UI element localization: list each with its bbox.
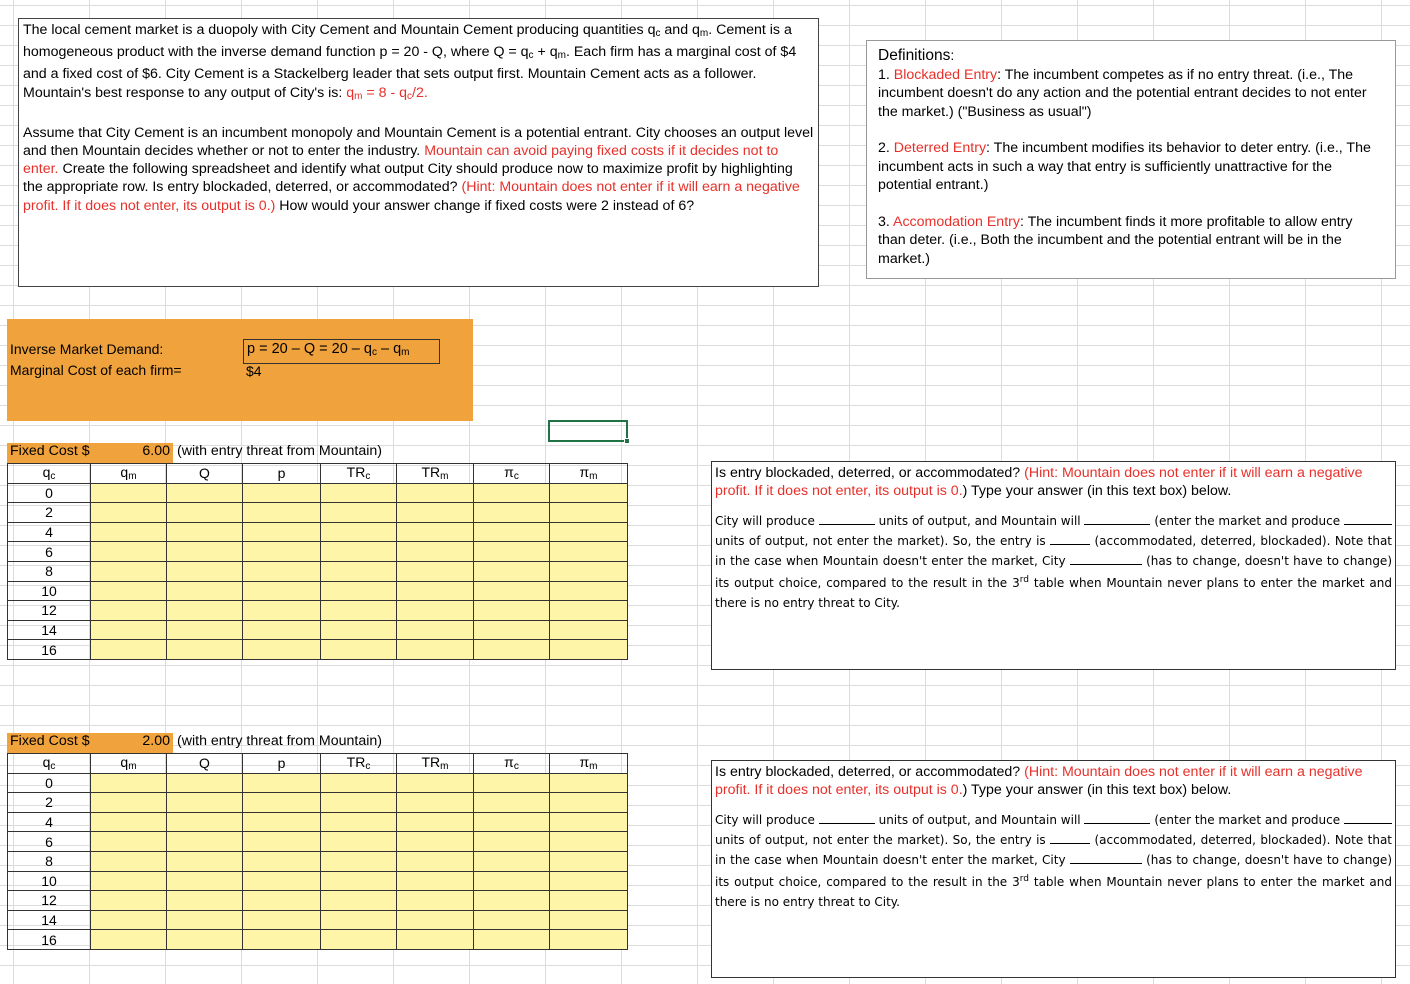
input-cell[interactable]	[91, 561, 167, 581]
qc-cell[interactable]: 0	[8, 773, 91, 793]
input-cell[interactable]	[474, 581, 550, 601]
input-cell[interactable]	[91, 620, 167, 640]
input-cell[interactable]	[167, 620, 243, 640]
column-header[interactable]: $q_c$	[8, 754, 91, 774]
input-cell[interactable]	[243, 483, 321, 503]
input-cell[interactable]	[397, 581, 474, 601]
input-cell[interactable]	[321, 542, 397, 562]
column-header[interactable]: p	[243, 754, 321, 774]
qc-cell[interactable]: 12	[8, 891, 91, 911]
qc-cell[interactable]: 10	[8, 871, 91, 891]
demand-label: Inverse Market Demand:	[10, 341, 164, 357]
input-cell[interactable]	[321, 601, 397, 621]
table-row	[8, 483, 628, 503]
input-cell[interactable]	[243, 601, 321, 621]
input-cell[interactable]	[321, 503, 397, 523]
table-row	[8, 522, 628, 542]
qc-cell[interactable]: 6	[8, 832, 91, 852]
input-cell[interactable]	[243, 891, 321, 911]
input-cell[interactable]	[321, 851, 397, 871]
input-cell[interactable]	[243, 773, 321, 793]
input-cell[interactable]	[167, 930, 243, 950]
table-row	[8, 601, 628, 621]
input-cell[interactable]	[321, 561, 397, 581]
input-cell[interactable]	[474, 930, 550, 950]
fixed-cost-note: (with entry threat from Mountain)	[177, 733, 383, 749]
input-cell[interactable]	[91, 812, 167, 832]
input-cell[interactable]	[167, 832, 243, 852]
input-cell[interactable]	[243, 581, 321, 601]
column-header[interactable]: $\pi_c$	[474, 754, 550, 774]
best-response-formula: $q_m = 8 - q_c/2$.	[346, 84, 428, 102]
input-cell[interactable]	[243, 832, 321, 852]
input-cell[interactable]	[397, 561, 474, 581]
input-cell[interactable]	[474, 503, 550, 523]
answer-question: Is entry blockaded, deterred, or accommodated? (Hint: Mountain does not enter if it will earn a negative profit. If it does not enter, its output is 0.) Type your answer (in this text box) below.	[715, 764, 1363, 799]
column-header[interactable]: Q	[167, 754, 243, 774]
input-cell[interactable]	[474, 812, 550, 832]
input-cell[interactable]	[474, 620, 550, 640]
qc-cell[interactable]: 12	[8, 601, 91, 621]
input-cell[interactable]	[321, 871, 397, 891]
qc-cell[interactable]: 16	[8, 930, 91, 950]
input-cell[interactable]	[474, 640, 550, 660]
input-cell[interactable]	[321, 620, 397, 640]
fixed-cost-value[interactable]: 2.00	[111, 733, 173, 753]
input-cell[interactable]	[243, 812, 321, 832]
input-cell[interactable]	[397, 851, 474, 871]
active-cell-selection[interactable]	[548, 420, 628, 442]
input-cell[interactable]	[474, 793, 550, 813]
input-cell[interactable]	[91, 851, 167, 871]
table-row	[8, 542, 628, 562]
definition-accommodation: 3. Accomodation Entry: The incumbent finds it more profitable to allow entry than deter. (i.e., Both the incumbent and the potential entrant will be in the market.)	[878, 213, 1353, 267]
table-row	[8, 851, 628, 871]
input-cell[interactable]	[550, 793, 628, 813]
input-cell[interactable]	[91, 871, 167, 891]
input-cell[interactable]	[550, 620, 628, 640]
input-cell[interactable]	[397, 542, 474, 562]
answer-question: Is entry blockaded, deterred, or accommodated? (Hint: Mountain does not enter if it will earn a negative profit. If it does not enter, its output is 0.) Type your answer (in this text box) below.	[715, 465, 1363, 500]
input-cell[interactable]	[91, 601, 167, 621]
problem-paragraph-2: Assume that City Cement is an incumbent monopoly and Mountain Cement is a potential entrant. City chooses an output level and then Mountain decides whether or not to enter the industry. Mountain can avoid paying fixed costs if it decides not to enter. Create the following spreadsheet and identify what output City should produce now to maximize profit by highlighting the appropriate row. Is entry blockaded, deterred, or accommodated? (Hint: Mountain does not enter if it will earn a negative profit. If it does not enter, its output is 0.) How would your answer change if fixed costs were 2 instead of 6?	[23, 124, 814, 214]
input-cell[interactable]	[397, 793, 474, 813]
input-cell[interactable]	[321, 773, 397, 793]
definitions-title: Definitions:	[878, 47, 955, 64]
fixed-cost-note: (with entry threat from Mountain)	[177, 443, 383, 459]
input-cell[interactable]	[91, 891, 167, 911]
definition-blockaded: 1. Blockaded Entry: The incumbent competes as if no entry threat. (i.e., The incumbent doesn't do any action and the potential entrant decides to not enter the market.) ("Business as usual")	[878, 66, 1367, 120]
input-cell[interactable]	[167, 812, 243, 832]
input-cell[interactable]	[243, 522, 321, 542]
input-cell[interactable]	[91, 793, 167, 813]
qc-cell[interactable]: 14	[8, 910, 91, 930]
input-cell[interactable]	[397, 483, 474, 503]
input-cell[interactable]	[243, 793, 321, 813]
qc-cell[interactable]: 8	[8, 851, 91, 871]
table-header-row	[8, 464, 628, 484]
input-cell[interactable]	[474, 851, 550, 871]
input-cell[interactable]	[167, 640, 243, 660]
table-row	[8, 793, 628, 813]
column-header[interactable]: $TR_m$	[397, 464, 474, 484]
qc-cell[interactable]: 6	[8, 542, 91, 562]
input-cell[interactable]	[550, 561, 628, 581]
input-cell[interactable]	[167, 871, 243, 891]
qc-cell[interactable]: 2	[8, 503, 91, 523]
input-cell[interactable]	[167, 581, 243, 601]
input-cell[interactable]	[550, 503, 628, 523]
qc-cell[interactable]: 14	[8, 620, 91, 640]
table-row	[8, 773, 628, 793]
input-cell[interactable]	[397, 522, 474, 542]
input-cell[interactable]	[167, 793, 243, 813]
qc-cell[interactable]: 4	[8, 522, 91, 542]
definition-deterred: 2. Deterred Entry: The incumbent modifies its behavior to deter entry. (i.e., The incumbent acts in such a way that entry is sufficiently unattractive for the potential entrant.)	[878, 140, 1371, 193]
qc-cell[interactable]: 10	[8, 581, 91, 601]
column-header[interactable]: $TR_m$	[397, 754, 474, 774]
input-cell[interactable]	[474, 483, 550, 503]
table-row	[8, 871, 628, 891]
column-header[interactable]: $\pi_m$	[550, 464, 628, 484]
input-cell[interactable]	[91, 503, 167, 523]
table-row	[8, 930, 628, 950]
column-header[interactable]: $\pi_m$	[550, 754, 628, 774]
input-cell[interactable]	[91, 542, 167, 562]
profit-table-fc2	[7, 753, 628, 950]
column-header[interactable]: $q_c$	[8, 464, 91, 484]
input-cell[interactable]	[91, 483, 167, 503]
answer-fill-in-text: City will produce units of output, and Mountain will (enter the market and produce units of output, not enter the market). So, the entry is (accommodated, deterred, blockaded). Note that in the case when Mountain doesn't enter the market, City (has to change, doesn't have to change) its output choice, compared to the result in the 3rd table when Mountain never plans to enter the market and there is no entry threat to City.	[715, 514, 1392, 610]
input-cell[interactable]	[243, 930, 321, 950]
column-header[interactable]: Q	[167, 464, 243, 484]
input-cell[interactable]	[397, 910, 474, 930]
input-cell[interactable]	[474, 773, 550, 793]
fixed-cost-row-2	[7, 733, 427, 753]
qc-cell[interactable]: 8	[8, 561, 91, 581]
input-cell[interactable]	[321, 483, 397, 503]
column-header[interactable]: p	[243, 464, 321, 484]
input-cell[interactable]	[91, 581, 167, 601]
input-cell[interactable]	[397, 832, 474, 852]
input-cell[interactable]	[550, 542, 628, 562]
qc-cell[interactable]: 4	[8, 812, 91, 832]
input-cell[interactable]	[91, 930, 167, 950]
marginal-cost-value[interactable]: $4	[246, 363, 262, 379]
input-cell[interactable]	[167, 910, 243, 930]
input-cell[interactable]	[474, 871, 550, 891]
problem-paragraph-1: The local cement market is a duopoly with City Cement and Mountain Cement producing quantities $q_c$ and $q_m$. Cement is a homogeneous product with the inverse demand function p = 20 - Q, where $Q = q_c + q_m$. Each firm has a marginal cost of $4 and a fixed cost of $6. City Cement is a Stackelberg leader that sets output first. Mountain Cement acts as a follower. Mountain's best response to any output of City's is: $q_m = 8 - q_c/2$.	[23, 22, 797, 102]
table-row	[8, 620, 628, 640]
input-cell[interactable]	[321, 832, 397, 852]
column-header[interactable]: $\pi_c$	[474, 464, 550, 484]
qc-cell[interactable]: 2	[8, 793, 91, 813]
input-cell[interactable]	[474, 910, 550, 930]
column-header[interactable]: $TR_c$	[321, 754, 397, 774]
answer-box-fc6[interactable]	[711, 461, 1396, 670]
table-row	[8, 503, 628, 523]
qc-cell[interactable]: 0	[8, 483, 91, 503]
table-row	[8, 832, 628, 852]
input-cell[interactable]	[91, 832, 167, 852]
input-cell[interactable]	[550, 871, 628, 891]
input-cell[interactable]	[167, 891, 243, 911]
input-cell[interactable]	[91, 522, 167, 542]
input-cell[interactable]	[550, 483, 628, 503]
input-cell[interactable]	[321, 640, 397, 660]
input-cell[interactable]	[167, 542, 243, 562]
input-cell[interactable]	[91, 640, 167, 660]
input-cell[interactable]	[397, 930, 474, 950]
input-cell[interactable]	[550, 930, 628, 950]
table-row	[8, 581, 628, 601]
input-cell[interactable]	[550, 522, 628, 542]
input-cell[interactable]	[321, 930, 397, 950]
column-header[interactable]: $q_m$	[91, 754, 167, 774]
fill-handle[interactable]	[624, 438, 630, 444]
table-row	[8, 910, 628, 930]
input-cell[interactable]	[397, 601, 474, 621]
input-cell[interactable]	[167, 503, 243, 523]
input-cell[interactable]	[167, 561, 243, 581]
input-cell[interactable]	[474, 542, 550, 562]
answer-fill-in-text: City will produce units of output, and Mountain will (enter the market and produce units of output, not enter the market). So, the entry is (accommodated, deterred, blockaded). Note that in the case when Mountain doesn't enter the market, City (has to change, doesn't have to change) its output choice, compared to the result in the 3rd table when Mountain never plans to enter the market and there is no entry threat to City.	[715, 813, 1392, 909]
input-cell[interactable]	[397, 812, 474, 832]
input-cell[interactable]	[243, 851, 321, 871]
input-cell[interactable]	[167, 773, 243, 793]
input-cell[interactable]	[550, 832, 628, 852]
fixed-cost-value[interactable]: 6.00	[111, 443, 173, 463]
input-cell[interactable]	[474, 891, 550, 911]
input-cell[interactable]	[167, 851, 243, 871]
qc-cell[interactable]: 16	[8, 640, 91, 660]
input-cell[interactable]	[243, 620, 321, 640]
table-row	[8, 812, 628, 832]
input-cell[interactable]	[91, 773, 167, 793]
input-cell[interactable]	[397, 640, 474, 660]
input-cell[interactable]	[474, 561, 550, 581]
input-cell[interactable]	[243, 503, 321, 523]
input-cell[interactable]	[91, 910, 167, 930]
input-cell[interactable]	[550, 640, 628, 660]
input-cell[interactable]	[550, 581, 628, 601]
input-cell[interactable]	[550, 851, 628, 871]
problem-text-box[interactable]	[18, 18, 819, 287]
input-cell[interactable]	[397, 503, 474, 523]
input-cell[interactable]	[167, 601, 243, 621]
input-cell[interactable]	[550, 773, 628, 793]
input-cell[interactable]	[550, 910, 628, 930]
input-cell[interactable]	[243, 561, 321, 581]
input-cell[interactable]	[321, 891, 397, 911]
profit-table-fc6	[7, 463, 628, 660]
table-row	[8, 891, 628, 911]
input-cell[interactable]	[321, 793, 397, 813]
input-cell[interactable]	[474, 601, 550, 621]
input-cell[interactable]	[397, 773, 474, 793]
column-header[interactable]: $q_m$	[91, 464, 167, 484]
input-cell[interactable]	[474, 832, 550, 852]
input-cell[interactable]	[243, 640, 321, 660]
input-cell[interactable]	[550, 891, 628, 911]
table-row	[8, 640, 628, 660]
answer-box-fc2[interactable]	[711, 760, 1396, 978]
input-cell[interactable]	[243, 910, 321, 930]
input-cell[interactable]	[321, 522, 397, 542]
input-cell[interactable]	[550, 812, 628, 832]
input-cell[interactable]	[321, 910, 397, 930]
input-cell[interactable]	[550, 601, 628, 621]
definitions-text-box[interactable]	[866, 40, 1396, 279]
input-cell[interactable]	[321, 812, 397, 832]
input-cell[interactable]	[474, 522, 550, 542]
input-cell[interactable]	[321, 581, 397, 601]
demand-formula-cell[interactable]: $p = 20 - Q = 20 - q_c - q_m$	[243, 339, 440, 364]
input-cell[interactable]	[243, 542, 321, 562]
input-cell[interactable]	[397, 891, 474, 911]
input-cell[interactable]	[167, 522, 243, 542]
fixed-cost-label: Fixed Cost $	[7, 733, 111, 753]
fixed-cost-label: Fixed Cost $	[7, 443, 111, 463]
table-row	[8, 561, 628, 581]
marginal-cost-label: Marginal Cost of each firm=	[10, 362, 182, 378]
input-cell[interactable]	[397, 871, 474, 891]
table-header-row	[8, 754, 628, 774]
input-cell[interactable]	[243, 871, 321, 891]
input-cell[interactable]	[397, 620, 474, 640]
fixed-cost-row-1	[7, 443, 427, 463]
input-cell[interactable]	[167, 483, 243, 503]
column-header[interactable]: $TR_c$	[321, 464, 397, 484]
